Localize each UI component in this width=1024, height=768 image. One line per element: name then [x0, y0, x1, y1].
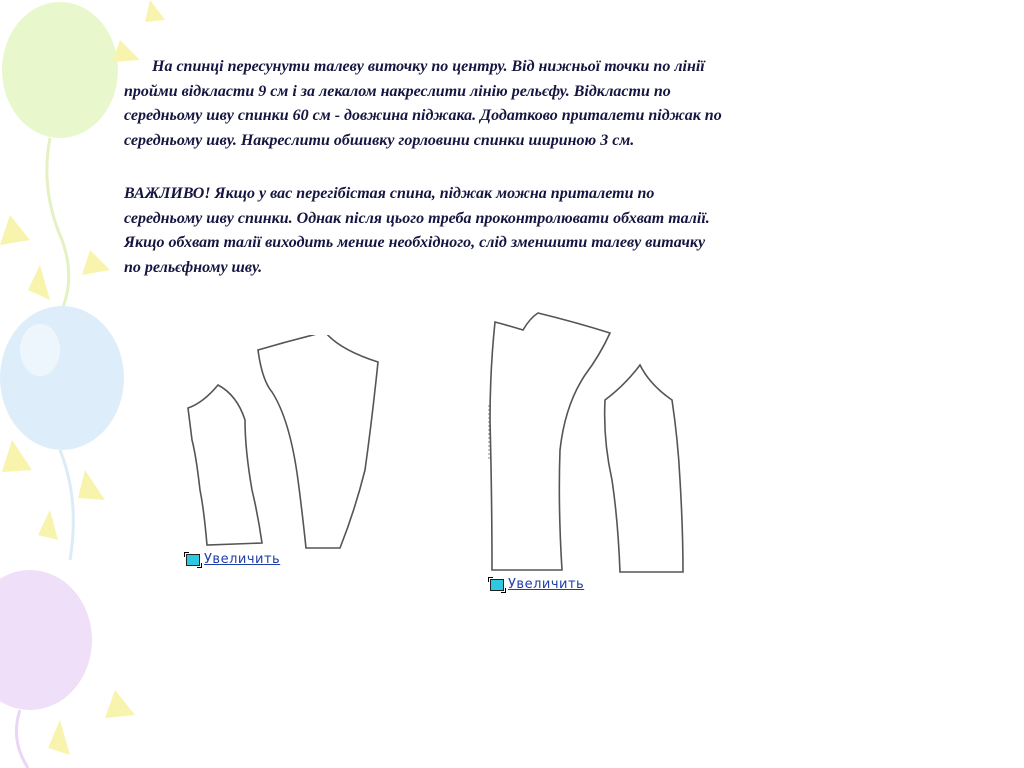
pattern-drawing-2 — [480, 305, 690, 580]
instruction-paragraph: На спинці пересунути талеву виточку по центру. Від нижньої точки по лінії пройми відкласти 9 см і за лекалом накреслити лінію рельєфу. Відкласти по середньому шву спинки 60 см - довжина піджака. Додатково приталети піджак по середньому шву. Накреслити обшивку горловини спинки шириною 3 см. — [124, 58, 722, 149]
zoom-link-2[interactable] — [490, 577, 584, 592]
green-balloon — [2, 2, 118, 330]
blue-balloon — [0, 306, 124, 560]
zoom-link-label: Увеличить — [508, 577, 585, 592]
zoom-link-label: Увеличить — [204, 552, 281, 567]
enlarge-icon — [186, 554, 200, 566]
enlarge-icon — [490, 579, 504, 591]
zoom-link-1[interactable] — [186, 552, 280, 567]
pattern-drawing-1 — [180, 335, 385, 555]
purple-balloon — [0, 570, 92, 768]
important-note-paragraph: ВАЖЛИВО! Якщо у вас перегібістая спина, піджак можна приталети по середньому шву спинки. Однак після цього треба проконтролювати обхват талії. Якщо обхват талії виходить менше необхідного, слід зменшити талеву витачку по рельєфному шву. — [124, 185, 710, 276]
